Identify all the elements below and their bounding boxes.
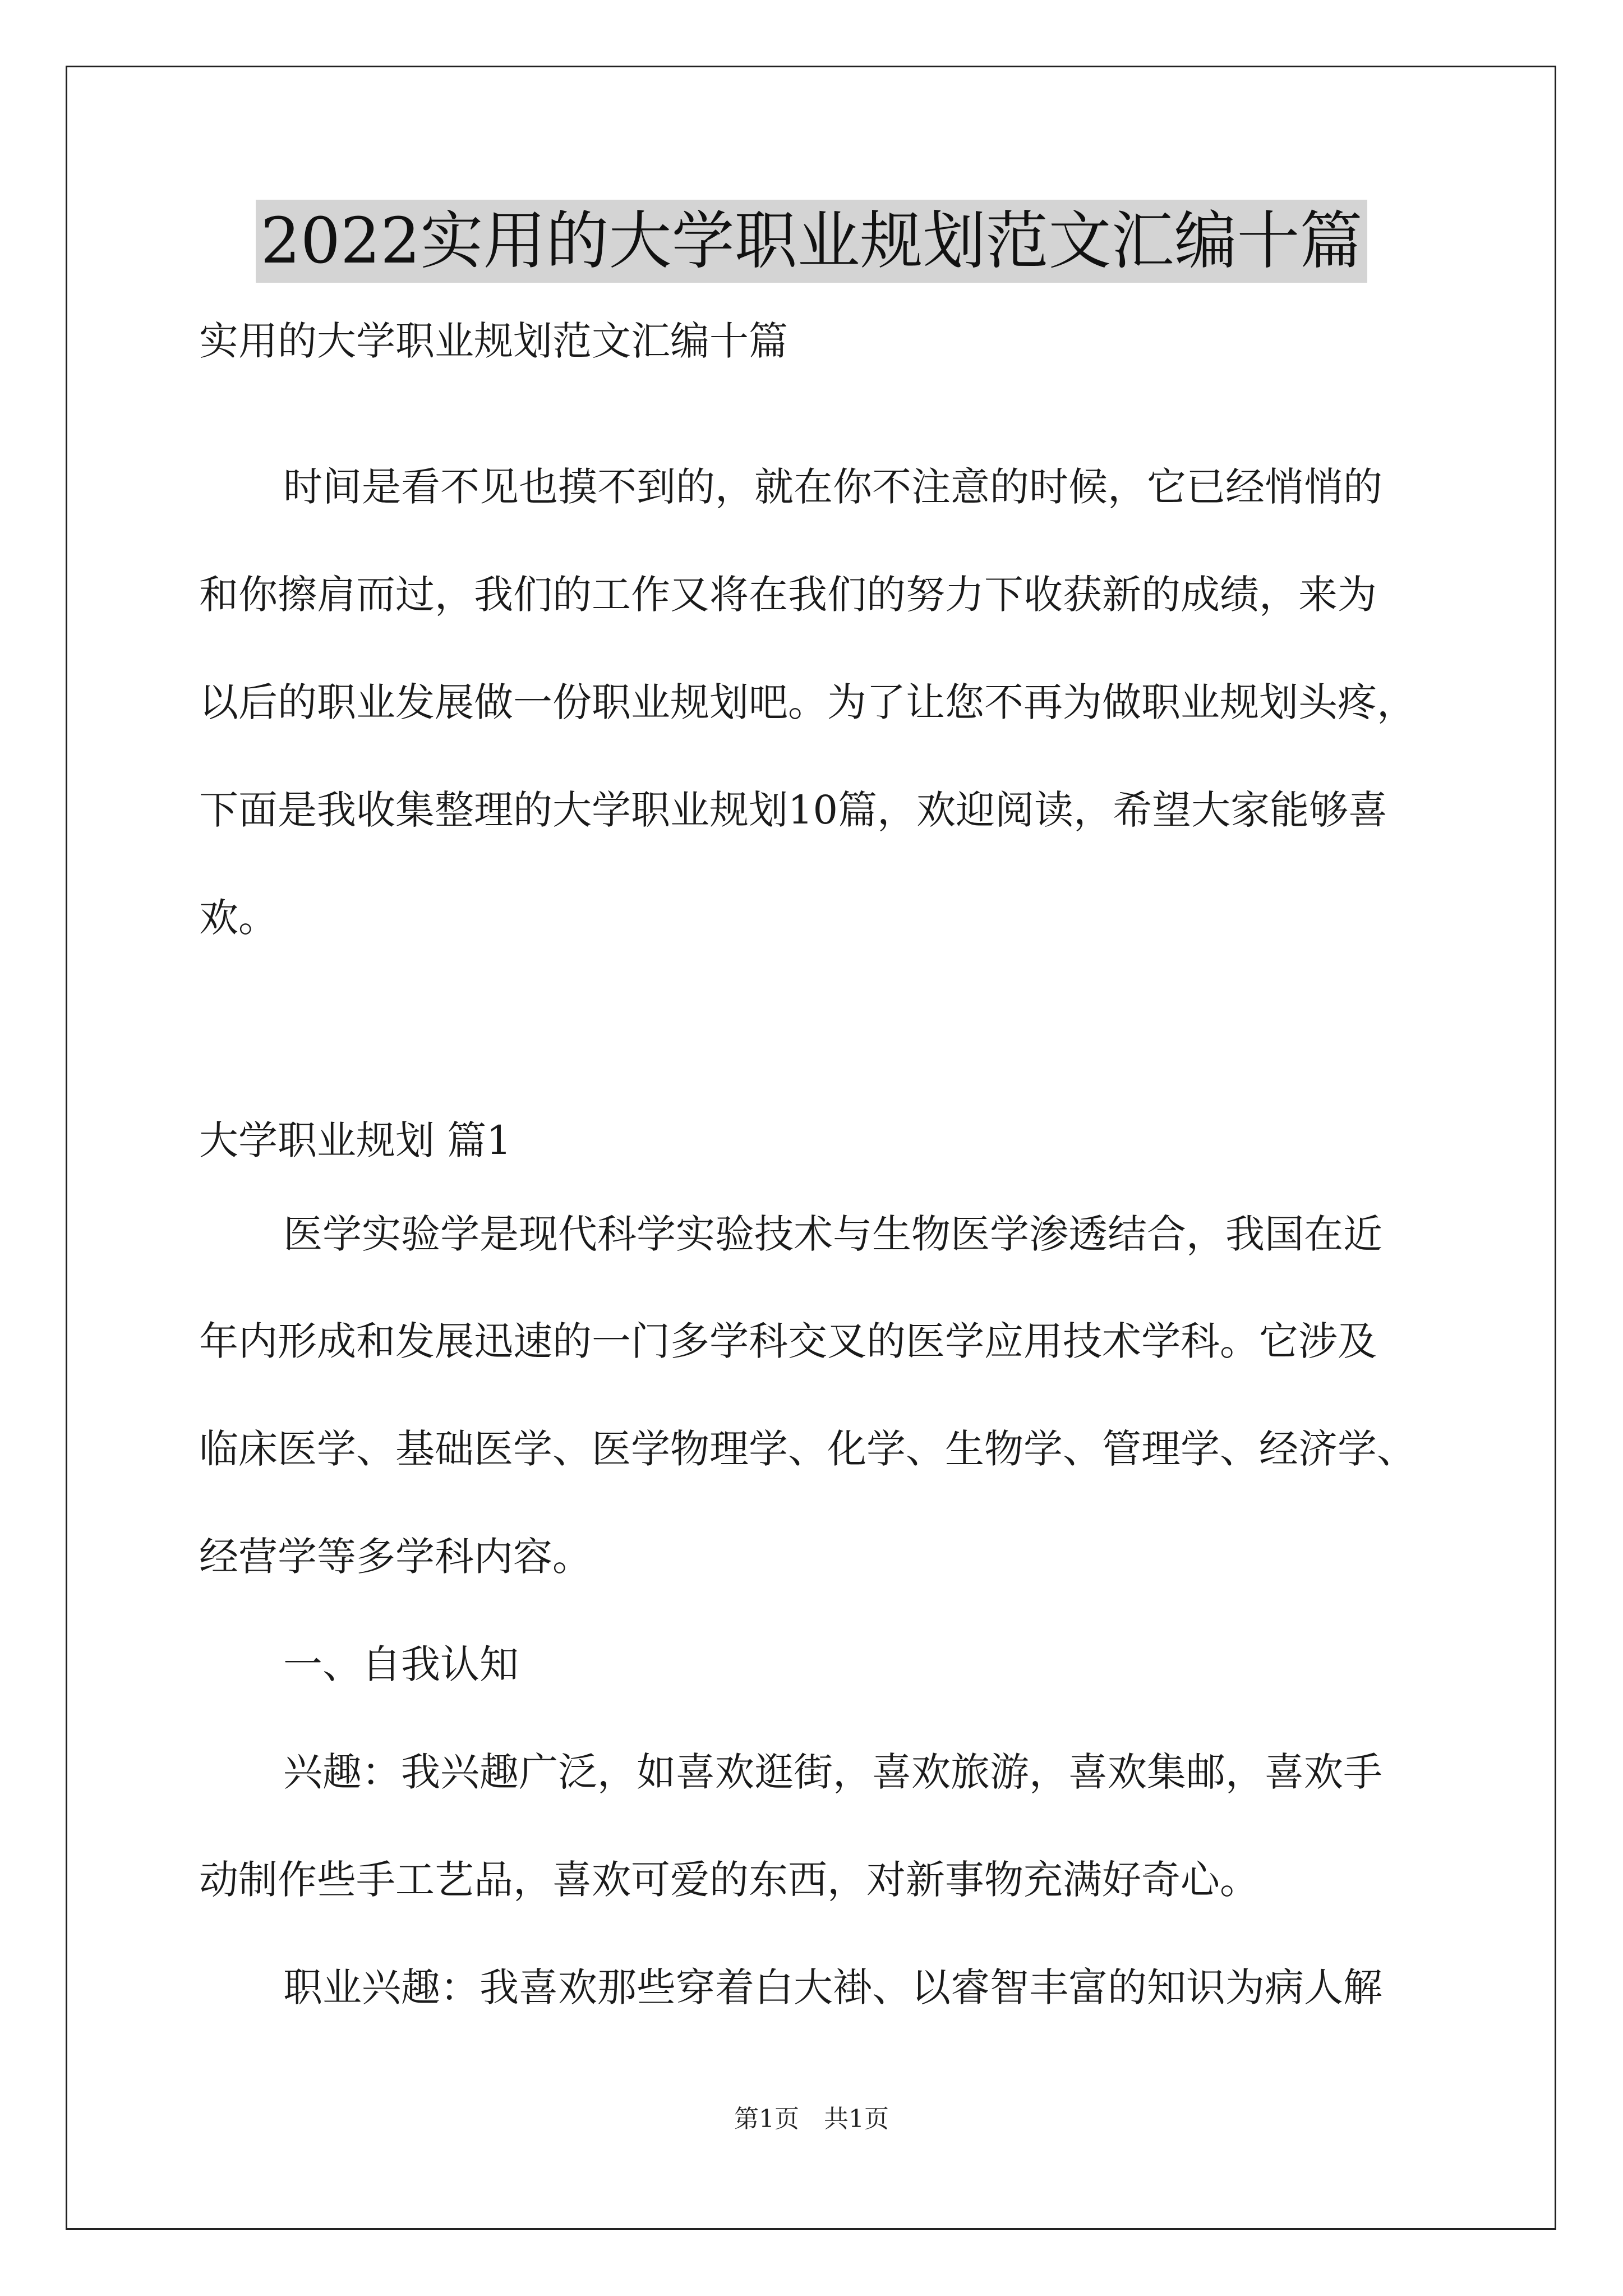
subheading-self-awareness: 一、自我认知 [283, 1641, 519, 1687]
intro-line-5: 欢。 [199, 895, 278, 941]
section-line-3: 临床医学、基础医学、医学物理学、化学、生物学、管理学、经济学、 [199, 1426, 1416, 1472]
document-title: 2022实用的大学职业规划范文汇编十篇 [256, 200, 1367, 283]
document-subtitle: 实用的大学职业规划范文汇编十篇 [199, 318, 788, 364]
title-block [0, 200, 1623, 283]
section-line-4: 经营学等多学科内容。 [199, 1534, 592, 1580]
intro-line-2: 和你擦肩而过，我们的工作又将在我们的努力下收获新的成绩，来为 [199, 572, 1377, 618]
interest-line-1: 兴趣：我兴趣广泛，如喜欢逛街，喜欢旅游，喜欢集邮，喜欢手 [283, 1749, 1382, 1795]
page-footer: 第1页 共1页 [734, 2105, 889, 2133]
intro-line-4: 下面是我收集整理的大学职业规划10篇，欢迎阅读，希望大家能够喜 [199, 787, 1388, 833]
section-heading: 大学职业规划 篇1 [199, 1117, 511, 1163]
intro-line-1: 时间是看不见也摸不到的，就在你不注意的时候，它已经悄悄的 [283, 464, 1382, 510]
intro-line-3: 以后的职业发展做一份职业规划吧。为了让您不再为做职业规划头疼， [199, 679, 1416, 725]
section-line-2: 年内形成和发展迅速的一门多学科交叉的医学应用技术学科。它涉及 [199, 1318, 1377, 1364]
interest-line-2: 动制作些手工艺品，喜欢可爱的东西，对新事物充满好奇心。 [199, 1857, 1259, 1903]
career-interest-line: 职业兴趣：我喜欢那些穿着白大褂、以睿智丰富的知识为病人解 [283, 1964, 1382, 2010]
section-line-1: 医学实验学是现代科学实验技术与生物医学渗透结合，我国在近 [283, 1211, 1382, 1257]
